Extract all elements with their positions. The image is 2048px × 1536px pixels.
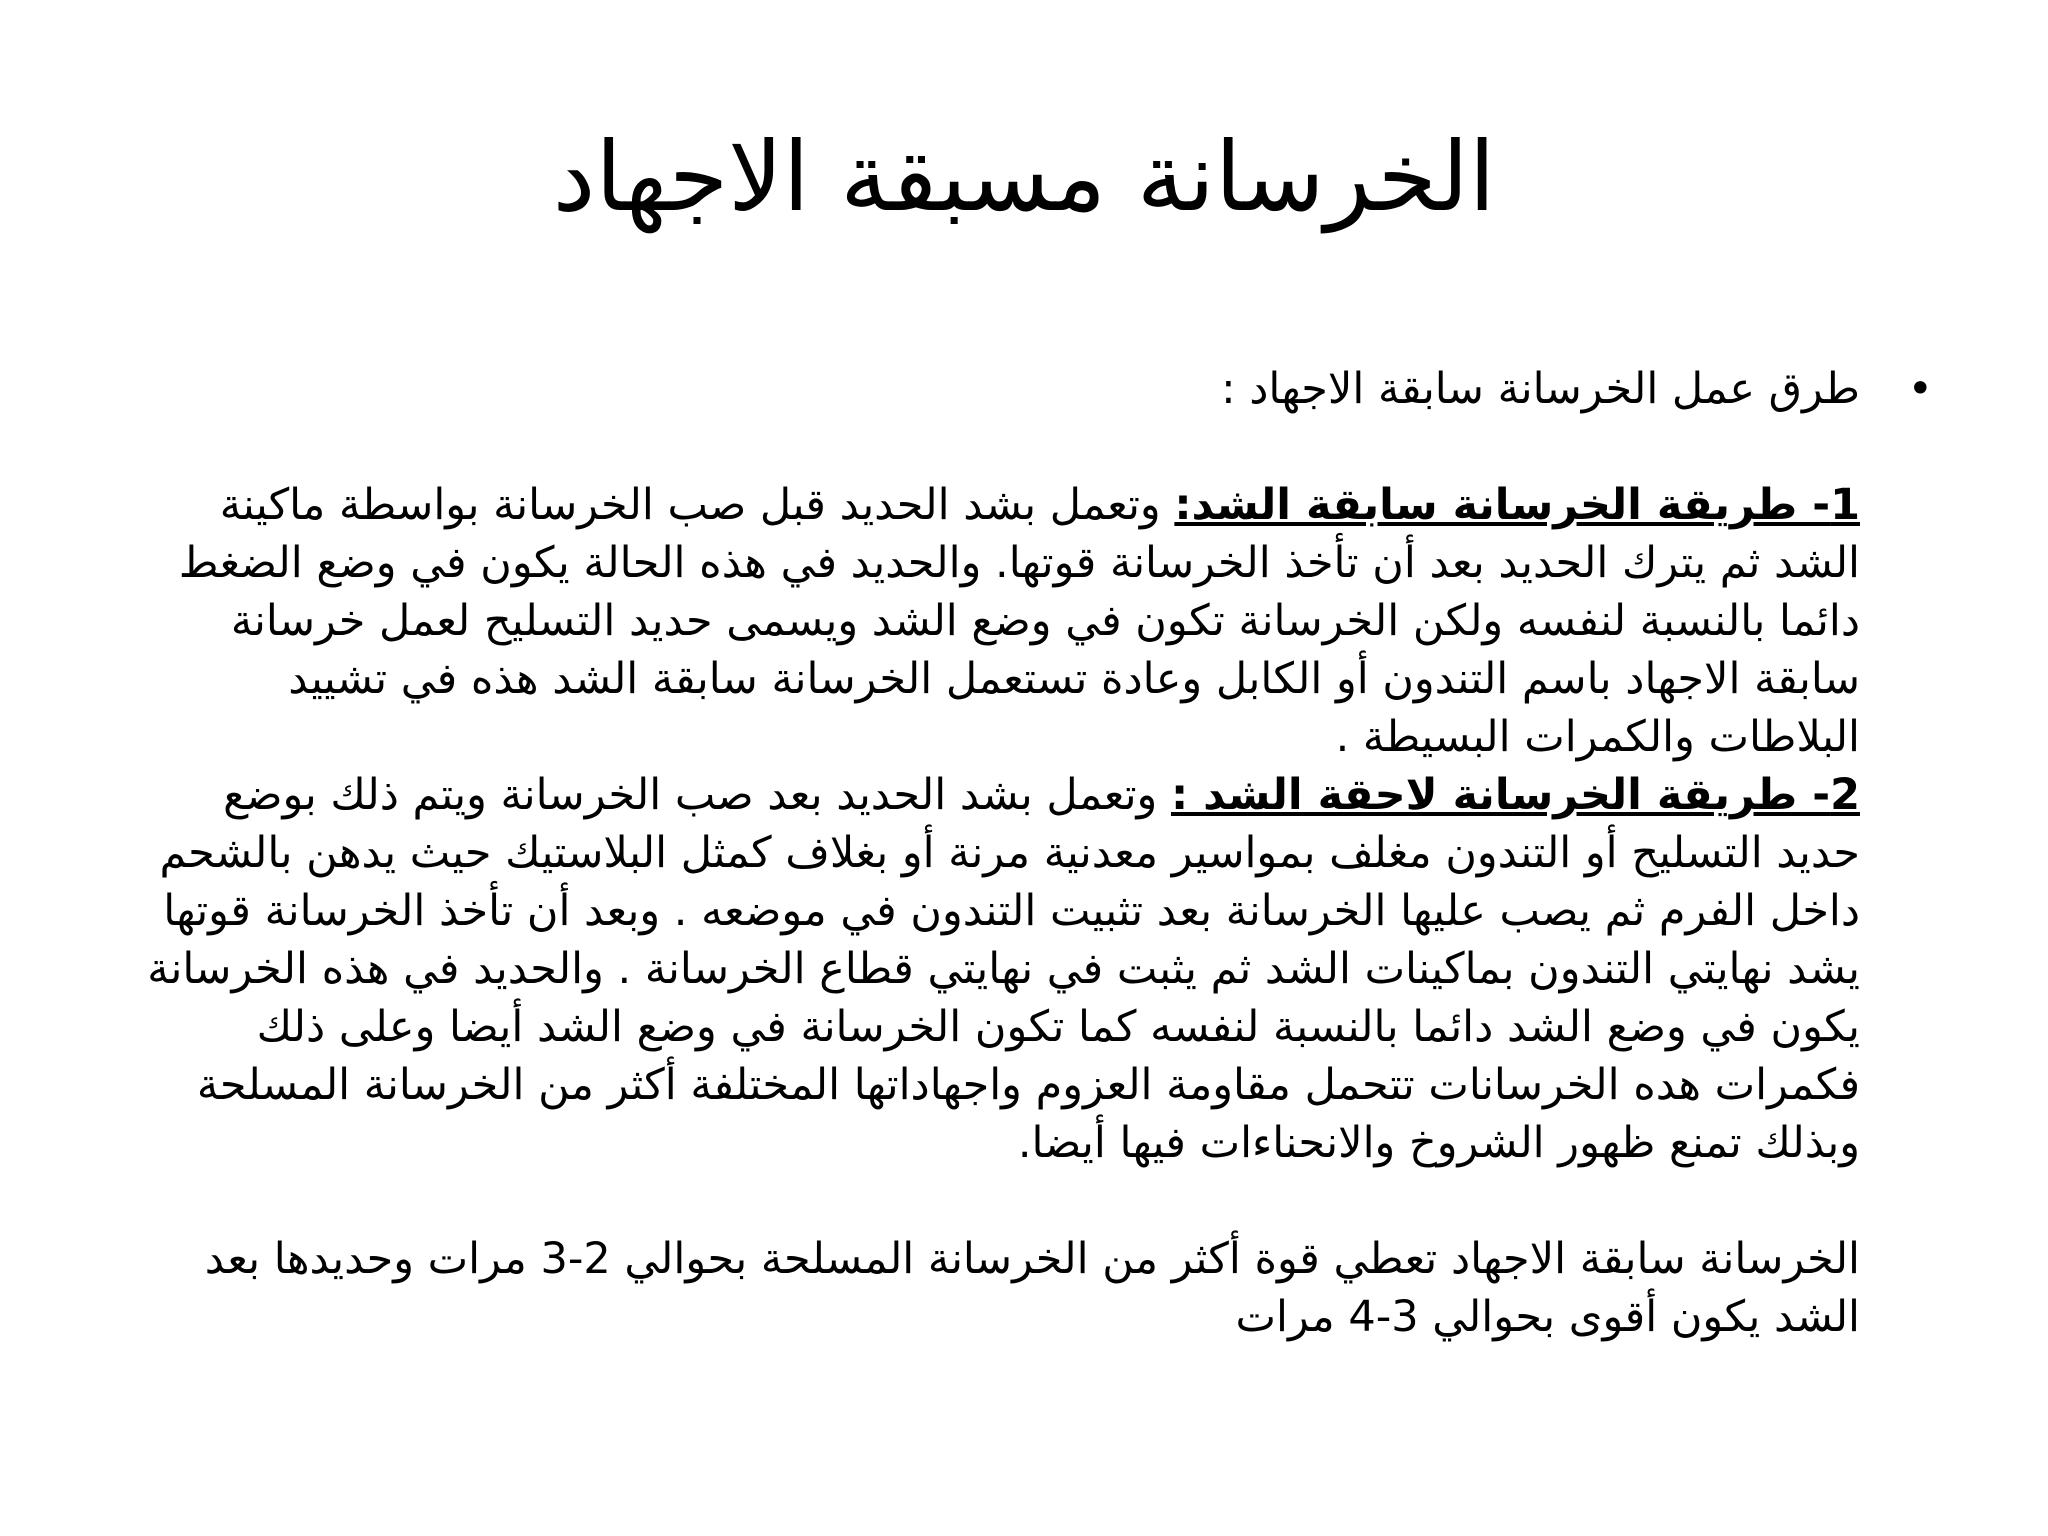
method-1-body: وتعمل بشد الحديد قبل صب الخرسانة بواسطة ماكينة الشد ثم يترك الحديد بعد أن تأخذ الخرسانة قوتها. والحديد في هذه الحالة يكون في وضع الضغط دائما بالنسبة لنفسه ولكن الخرسانة تكون في وضع الشد ويسمى حديد التسليح لعمل خرسانة سابقة الاجهاد باسم التندون أو الكابل وعادة تستعمل الخرسانة سابقة الشد هذه في تشييد البلاطات والكمرات البسيطة . — [178, 480, 1860, 762]
intro-text: طرق عمل الخرسانة سابقة الاجهاد : — [1221, 364, 1860, 414]
method-2-paragraph — [130, 766, 1860, 1172]
spacer — [130, 418, 1860, 476]
slide-title: الخرسانة مسبقة الاجهاد — [552, 121, 1496, 233]
bullet-icon: • — [1907, 364, 1933, 414]
method-1-heading: 1- طريقة الخرسانة سابقة الشد: — [1174, 480, 1860, 530]
method-2-body: وتعمل بشد الحديد بعد صب الخرسانة ويتم ذلك بوضع حديد التسليح أو التندون مغلف بمواسير معدنية مرنة أو بغلاف كمثل البلاستيك حيث يدهن بالشحم داخل الفرم ثم يصب عليها الخرسانة بعد تثبيت التندون في موضعه . وبعد أن تأخذ الخرسانة قوتها يشد نهايتي التندون بماكينات الشد ثم يثبت في نهايتي قطاع الخرسانة . والحديد في هذه الخرسانة يكون في وضع الشد دائما بالنسبة لنفسه كما تكون الخرسانة في وضع الشد أيضا وعلى ذلك فكمرات هده الخرسانات تتحمل مقاومة العزوم واجهاداتها المختلفة أكثر من الخرسانة المسلحة وبذلك تمنع ظهور الشروخ والانحناءات فيها أيضا. — [147, 770, 1860, 1168]
bullet-item-intro — [130, 360, 1933, 418]
spacer — [130, 1172, 1860, 1230]
slide-content — [130, 360, 1933, 1346]
summary-paragraph: الخرسانة سابقة الاجهاد تعطي قوة أكثر من الخرسانة المسلحة بحوالي 2-3 مرات وحديدها بعد الشد يكون أقوى بحوالي 3-4 مرات — [204, 1234, 1860, 1342]
method-1-paragraph — [130, 476, 1860, 766]
method-2-heading: 2- طريقة الخرسانة لاحقة الشد : — [1170, 770, 1860, 820]
